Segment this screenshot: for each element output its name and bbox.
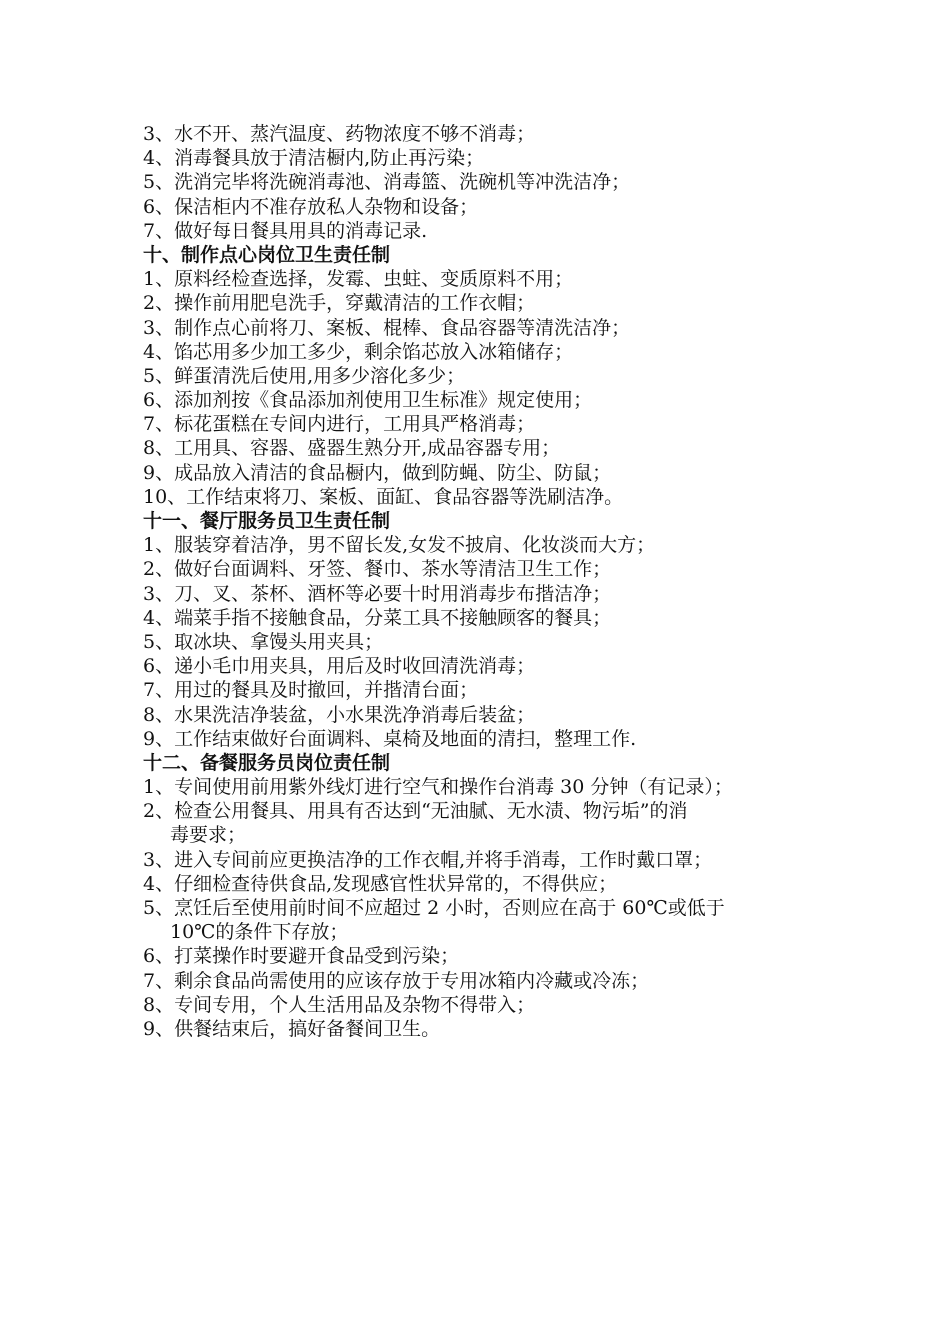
- list-item: 1、原料经检查选择，发霉、虫蛀、变质原料不用；: [143, 268, 574, 291]
- list-item: 3、制作点心前将刀、案板、棍棒、食品容器等清洗洁净；: [143, 316, 631, 339]
- list-item: 5、取冰块、拿馒头用夹具；: [143, 630, 384, 653]
- list-item: 2、检查公用餐具、用具有否达到“无油腻、无水渍、物污垢”的消: [143, 800, 688, 823]
- list-item: 7、用过的餐具及时撤回，并揩清台面；: [143, 679, 479, 702]
- list-item: 6、保洁柜内不准存放私人杂物和设备；: [143, 195, 479, 218]
- list-item: 7、做好每日餐具用具的消毒记录.: [143, 219, 428, 242]
- list-item: 5、烹饪后至使用前时间不应超过 2 小时，否则应在高于 60℃或低于: [143, 897, 725, 919]
- list-item: 2、操作前用肥皂洗手，穿戴清洁的工作衣帽；: [143, 292, 536, 315]
- list-item: 4、仔细检查待供食品,发现感官性状异常的，不得供应；: [143, 872, 618, 895]
- list-item: 8、专间专用，个人生活用品及杂物不得带入；: [143, 993, 536, 1016]
- list-item: 6、递小毛巾用夹具，用后及时收回清洗消毒；: [143, 655, 536, 678]
- list-item: 4、端菜手指不接触食品，分菜工具不接触顾客的餐具；: [143, 606, 612, 629]
- list-item-continuation: 10℃的条件下存放；: [170, 921, 349, 944]
- list-item: 7、标花蛋糕在专间内进行，工用具严格消毒；: [143, 413, 536, 436]
- list-item: 3、刀、叉、茶杯、酒杯等必要十时用消毒步布揩洁净；: [143, 582, 612, 605]
- list-item: 8、水果洗洁净装盆，小水果洗净消毒后装盆；: [143, 703, 536, 726]
- list-item-continuation: 毒要求；: [170, 824, 247, 847]
- list-item: 4、馅芯用多少加工多少，剩余馅芯放入冰箱储存；: [143, 340, 574, 363]
- list-item: 6、打菜操作时要避开食品受到污染；: [143, 945, 460, 968]
- section-heading: 十、制作点心岗位卫生责任制: [143, 243, 391, 266]
- list-item: 5、洗消完毕将洗碗消毒池、消毒篮、洗碗机等冲洗洁净；: [143, 171, 631, 194]
- list-item: 1、服装穿着洁净，男不留长发,女发不披肩、化妆淡而大方；: [143, 534, 656, 557]
- list-item: 3、水不开、蒸汽温度、药物浓度不够不消毒；: [143, 123, 536, 145]
- list-item: 5、鲜蛋清洗后使用,用多少溶化多少；: [143, 364, 466, 387]
- section-heading: 十二、备餐服务员岗位责任制: [143, 751, 391, 774]
- list-item: 9、工作结束做好台面调料、桌椅及地面的清扫，整理工作.: [143, 727, 637, 750]
- list-item: 2、做好台面调料、牙签、餐巾、茶水等清洁卫生工作；: [143, 558, 612, 581]
- list-item: 7、剩余食品尚需使用的应该存放于专用冰箱内冷藏或冷冻；: [143, 969, 650, 992]
- list-item: 4、消毒餐具放于清洁橱内,防止再污染；: [143, 147, 485, 170]
- section-12: [143, 751, 823, 1041]
- section-9-tail: [143, 122, 823, 243]
- section-10: [143, 243, 823, 509]
- document-page: [143, 122, 823, 1041]
- list-item: 10、工作结束将刀、案板、面缸、食品容器等洗刷洁净。: [143, 485, 624, 508]
- section-heading: 十一、餐厅服务员卫生责任制: [143, 510, 391, 532]
- section-11: [143, 509, 823, 751]
- list-item: 1、专间使用前用紫外线灯进行空气和操作台消毒 30 分钟（有记录）；: [143, 776, 733, 799]
- list-item: 6、添加剂按《食品添加剂使用卫生标准》规定使用；: [143, 389, 593, 412]
- list-item: 3、进入专间前应更换洁净的工作衣帽,并将手消毒，工作时戴口罩；: [143, 848, 713, 871]
- list-item: 9、供餐结束后，搞好备餐间卫生。: [143, 1017, 441, 1040]
- list-item: 8、工用具、容器、盛器生熟分开,成品容器专用；: [143, 437, 561, 460]
- list-item: 9、成品放入清洁的食品橱内，做到防蝇、防尘、防鼠；: [143, 461, 612, 484]
